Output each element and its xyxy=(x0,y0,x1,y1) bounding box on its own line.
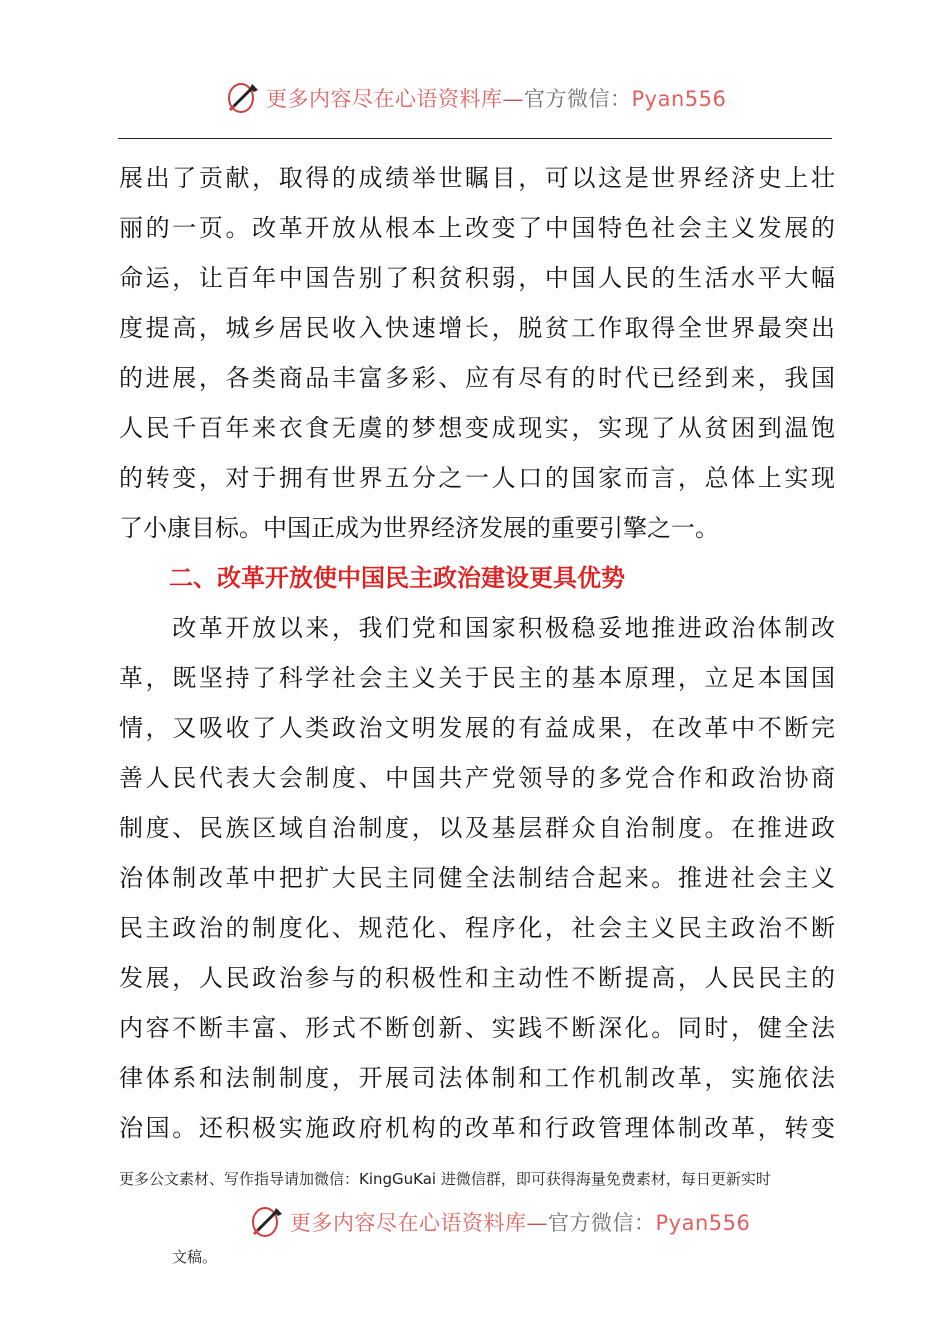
body-line: 命运，让百年中国告别了积贫积弱，中国人民的生活水平大幅 xyxy=(119,264,835,292)
body-line: 情，又吸收了人类政治文明发展的有益成果，在改革中不断完 xyxy=(119,714,835,742)
header-rule xyxy=(118,138,832,139)
body-line: 治体制改革中把扩大民主同健全法制结合起来。推进社会主义 xyxy=(119,864,835,892)
banner-dash: — xyxy=(526,1211,548,1235)
body-line: 治国。还积极实施政府机构的改革和行政管理体制改革，转变 xyxy=(119,1114,835,1142)
footer-note: 更多公文素材、写作指导请加微信：KingGuKai 进微信群，即可获得海量免费素材，每日更新实时 xyxy=(119,1170,771,1188)
banner-weixin-label: 官方微信： xyxy=(524,87,632,111)
section-heading: 二、改革开放使中国民主政治建设更具优势 xyxy=(169,564,625,592)
body-line: 度提高，城乡居民收入快速增长，脱贫工作取得全世界最突出 xyxy=(119,314,835,342)
banner-main-text: 更多内容尽在心语资料库 xyxy=(266,87,503,111)
body-line: 改革开放以来，我们党和国家积极稳妥地推进政治体制改 xyxy=(119,614,835,642)
body-line: 的转变，对于拥有世界五分之一人口的国家而言，总体上实现 xyxy=(119,464,835,492)
body-line: 的进展，各类商品丰富多彩、应有尽有的时代已经到来，我国 xyxy=(119,364,835,392)
body-line: 律体系和法制制度，开展司法体制和工作机制改革，实施依法 xyxy=(119,1064,835,1092)
pen-logo-icon xyxy=(226,80,262,116)
body-line: 丽的一页。改革开放从根本上改变了中国特色社会主义发展的 xyxy=(119,214,835,242)
body-line: 发展，人民政治参与的积极性和主动性不断提高，人民民主的 xyxy=(119,964,835,992)
banner-weixin-id: Pyan556 xyxy=(631,87,727,111)
body-line: 人民千百年来衣食无虞的梦想变成现实，实现了从贫困到温饱 xyxy=(119,414,835,442)
footer-tail: 文稿。 xyxy=(172,1248,218,1266)
pen-logo-icon xyxy=(250,1204,286,1240)
header-banner xyxy=(0,80,950,120)
body-line: 制度、民族区域自治制度，以及基层群众自治制度。在推进政 xyxy=(119,814,835,842)
banner-weixin-label: 官方微信： xyxy=(548,1211,656,1235)
body-line: 民主政治的制度化、规范化、程序化，社会主义民主政治不断 xyxy=(119,914,835,942)
banner-main-text: 更多内容尽在心语资料库 xyxy=(290,1211,527,1235)
body-line: 了小康目标。中国正成为世界经济发展的重要引擎之一。 xyxy=(119,514,719,542)
document-body xyxy=(119,158,835,1158)
footer-banner xyxy=(0,1204,950,1244)
body-line: 展出了贡献，取得的成绩举世瞩目，可以这是世界经济史上壮 xyxy=(119,164,835,192)
banner-weixin-id: Pyan556 xyxy=(655,1211,751,1235)
body-line: 内容不断丰富、形式不断创新、实践不断深化。同时，健全法 xyxy=(119,1014,835,1042)
body-line: 善人民代表大会制度、中国共产党领导的多党合作和政治协商 xyxy=(119,764,835,792)
banner-dash: — xyxy=(502,87,524,111)
body-line: 革，既坚持了科学社会主义关于民主的基本原理，立足本国国 xyxy=(119,664,835,692)
